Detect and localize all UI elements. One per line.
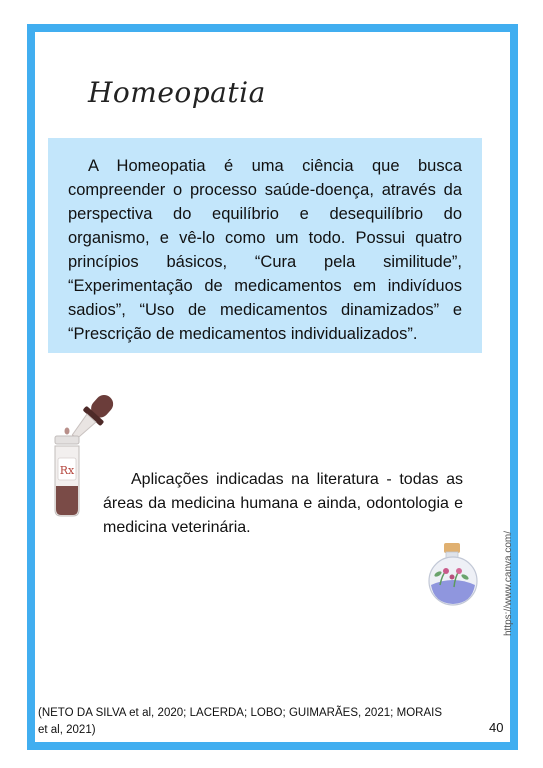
page-title: Homeopatia xyxy=(88,76,266,109)
references-text: (NETO DA SILVA et al, 2020; LACERDA; LOBO; GUIMARÃES, 2021; MORAIS et al, 2021) xyxy=(38,707,442,736)
applications-text: Aplicações indicadas na literatura - todas as áreas da medicina humana e ainda, odontologia e medicina veterinária. xyxy=(103,471,463,536)
intro-box xyxy=(48,138,482,353)
intro-text: A Homeopatia é uma ciência que busca compreender o processo saúde-doença, através da perspectiva do equilíbrio e desequilíbrio do organismo, e vê-lo como um todo. Possui quatro princípios básicos, “Cura pela similitude”, “Experimentação de medicamentos em indivíduos sadios”, “Uso de medicamentos dinamizados” e “Prescrição de medicamentos individualizados”. xyxy=(68,157,462,343)
vial-label: Rx xyxy=(59,464,75,477)
page-frame xyxy=(27,24,518,750)
page-number: 40 xyxy=(489,720,504,735)
source-url[interactable]: https://www.canva.com/ xyxy=(503,530,514,636)
potion-bottle-icon xyxy=(422,541,484,607)
